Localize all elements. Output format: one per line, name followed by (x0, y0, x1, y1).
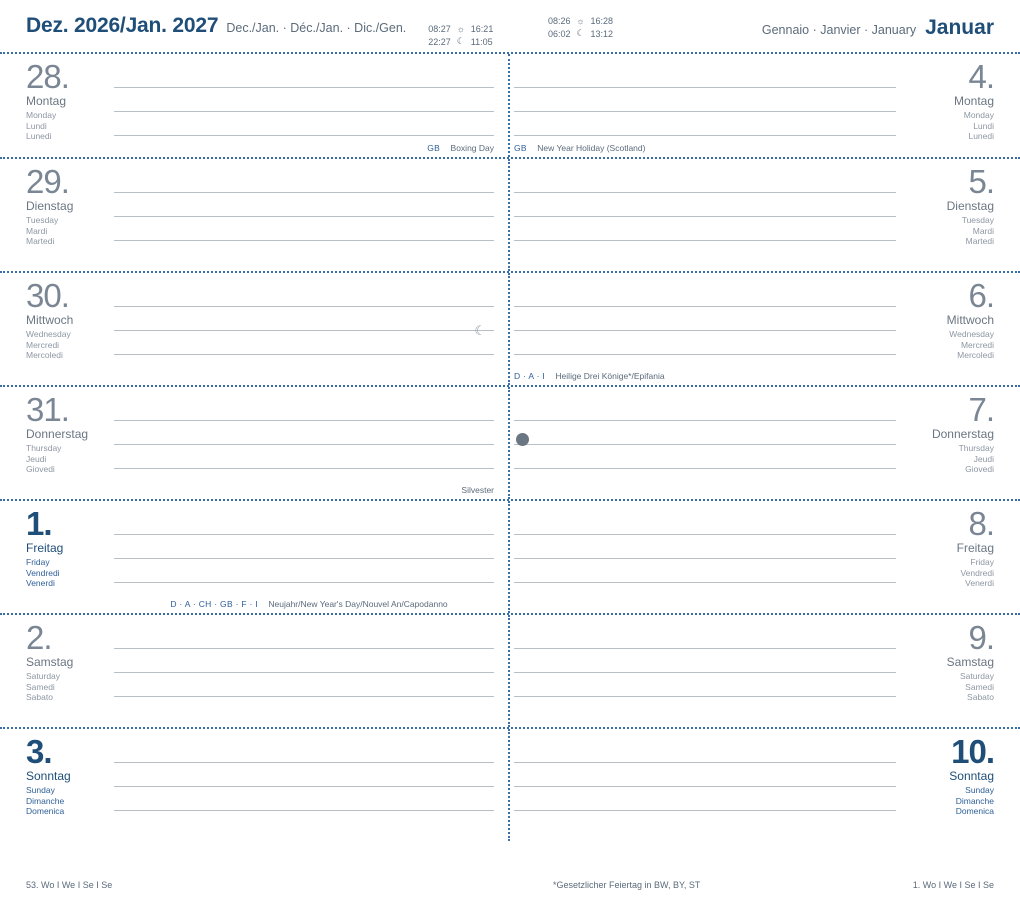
day-name-it: Domenica (955, 806, 994, 816)
day-name-translations (26, 329, 100, 361)
writing-line[interactable] (114, 64, 494, 88)
week-number-left: 53. Wo I We I Se I Se (26, 880, 113, 890)
right-sun-row (548, 16, 613, 26)
writing-line[interactable] (514, 217, 896, 241)
left-day-cell[interactable] (0, 501, 510, 613)
day-name-en: Saturday (959, 671, 994, 681)
sun-set-time: 16:28 (590, 16, 614, 26)
writing-line[interactable] (514, 169, 896, 193)
writing-line[interactable] (514, 649, 896, 673)
day-name-translations (26, 110, 100, 142)
sun-icon: ☼ (456, 24, 465, 34)
day-number: 28. (26, 58, 69, 95)
writing-area[interactable] (510, 615, 910, 727)
day-name-fr: Mercredi (26, 339, 60, 350)
header-right (762, 16, 994, 40)
day-name: Donnerstag (931, 427, 994, 441)
writing-line[interactable] (514, 397, 896, 421)
right-page-title: Januar (925, 16, 994, 39)
day-name-it: Lunedi (968, 131, 994, 141)
holiday-name: New Year Holiday (Scotland) (537, 143, 646, 153)
day-name-translations (920, 557, 994, 589)
writing-line[interactable] (114, 421, 494, 445)
writing-line[interactable] (114, 445, 494, 469)
moon-set-time: 11:05 (470, 36, 493, 47)
right-day-cell[interactable] (510, 54, 1020, 157)
writing-line[interactable] (114, 331, 494, 355)
day-number: 8. (968, 505, 994, 542)
day-label (0, 387, 110, 499)
day-name-translations (920, 443, 994, 475)
holiday-note (514, 371, 665, 381)
day-name: Mittwoch (26, 313, 74, 327)
day-name-en: Friday (970, 557, 994, 567)
writing-line[interactable] (514, 787, 896, 811)
writing-line[interactable] (514, 763, 896, 787)
day-name-translations (920, 329, 994, 361)
writing-line[interactable] (514, 559, 896, 583)
footnote: *Gesetzlicher Feiertag in BW, BY, ST (553, 880, 701, 890)
writing-line[interactable] (114, 193, 494, 217)
day-name-translations (26, 671, 100, 703)
day-name-it: Sabato (26, 692, 53, 702)
table-row (0, 54, 1020, 159)
writing-line[interactable] (514, 112, 896, 136)
writing-line[interactable] (514, 64, 896, 88)
left-day-cell[interactable] (0, 273, 510, 385)
writing-area[interactable] (110, 159, 508, 271)
day-name-it: Martedi (26, 236, 55, 246)
writing-area[interactable] (110, 729, 508, 841)
writing-area[interactable] (510, 501, 910, 613)
day-name-en: Wednesday (26, 329, 71, 339)
day-label (910, 615, 1020, 727)
day-name-fr: Samedi (26, 681, 55, 692)
writing-area[interactable] (110, 615, 508, 727)
day-name: Dienstag (26, 199, 74, 213)
writing-line[interactable] (514, 673, 896, 697)
day-name-fr: Vendredi (26, 567, 60, 578)
day-label (0, 729, 110, 841)
day-label (0, 54, 110, 157)
left-day-cell[interactable] (0, 615, 510, 727)
writing-line[interactable] (114, 649, 494, 673)
day-label (0, 273, 110, 385)
left-sun-moon-times (428, 24, 493, 47)
right-day-cell[interactable] (510, 615, 1020, 727)
sun-rise-time: 08:27 (428, 24, 451, 34)
day-name-fr: Vendredi (960, 567, 994, 578)
day-name-en: Thursday (958, 443, 994, 453)
day-name: Freitag (26, 541, 64, 555)
writing-line[interactable] (514, 88, 896, 112)
writing-line[interactable] (514, 307, 896, 331)
day-label (910, 729, 1020, 841)
writing-area[interactable] (110, 54, 508, 157)
writing-line[interactable] (514, 283, 896, 307)
right-page-subtitle: Gennaio · Janvier · January (761, 23, 917, 37)
right-moon-row (548, 28, 613, 39)
writing-line[interactable] (114, 673, 494, 697)
writing-line[interactable] (114, 217, 494, 241)
day-name-fr: Mardi (972, 225, 994, 236)
holiday-name: Boxing Day (450, 143, 494, 153)
writing-line[interactable] (514, 625, 896, 649)
writing-line[interactable] (114, 307, 494, 331)
left-moon-row (428, 36, 493, 47)
day-name-en: Monday (963, 110, 994, 120)
moon-set-time: 13:12 (590, 28, 614, 39)
day-name-translations (26, 443, 100, 475)
left-page-title: Dez. 2026/Jan. 2027 (26, 14, 219, 37)
writing-line[interactable] (514, 193, 896, 217)
holiday-name: Heilige Drei Könige*/Epifania (555, 371, 665, 381)
writing-area[interactable] (110, 387, 508, 499)
writing-line[interactable] (114, 283, 494, 307)
day-number: 31. (26, 391, 69, 428)
day-name-translations (920, 785, 994, 817)
holiday-country: GB (514, 143, 527, 153)
day-label (0, 501, 110, 613)
writing-area[interactable] (510, 159, 910, 271)
day-name-en: Wednesday (949, 329, 994, 339)
page-header (0, 0, 1020, 52)
day-name-translations (26, 215, 100, 247)
writing-line[interactable] (114, 169, 494, 193)
day-name-it: Venerdi (26, 578, 55, 588)
holiday-country: D · A · CH · GB · F · I (170, 599, 258, 609)
day-name: Freitag (956, 541, 994, 555)
day-label (910, 273, 1020, 385)
day-name-fr: Mardi (26, 225, 48, 236)
writing-area[interactable] (510, 54, 910, 157)
writing-line[interactable] (114, 535, 494, 559)
moon-rise-time: 22:27 (428, 36, 451, 47)
writing-line[interactable] (114, 739, 494, 763)
last-quarter-moon-icon: ☾ (474, 323, 486, 338)
holiday-country: GB (427, 143, 441, 153)
day-name: Dienstag (946, 199, 994, 213)
day-label (910, 501, 1020, 613)
right-day-cell[interactable] (510, 387, 1020, 499)
day-name-it: Mercoledi (957, 350, 994, 360)
writing-line[interactable] (114, 397, 494, 421)
right-day-cell[interactable] (510, 501, 1020, 613)
writing-area[interactable] (510, 273, 910, 385)
day-name: Samstag (26, 655, 74, 669)
day-number: 30. (26, 277, 69, 314)
holiday-note (427, 143, 494, 153)
day-number: 5. (968, 163, 994, 200)
holiday-country: D · A · I (514, 371, 546, 381)
day-label (910, 159, 1020, 271)
left-day-cell[interactable] (0, 729, 510, 841)
left-day-cell[interactable] (0, 54, 510, 157)
sun-icon: ☼ (576, 16, 585, 26)
left-day-cell[interactable] (0, 159, 510, 271)
writing-line[interactable] (114, 763, 494, 787)
table-row (0, 729, 1020, 841)
day-number: 6. (968, 277, 994, 314)
day-name-en: Tuesday (961, 215, 994, 225)
day-name-translations (26, 557, 100, 589)
table-row (0, 159, 1020, 273)
writing-line[interactable] (114, 625, 494, 649)
day-rows (0, 54, 1020, 841)
day-name-fr: Jeudi (973, 453, 994, 464)
day-name-translations (920, 215, 994, 247)
writing-line[interactable] (114, 112, 494, 136)
header-left (26, 14, 493, 47)
day-number: 1. (26, 505, 52, 542)
day-number: 7. (968, 391, 994, 428)
writing-line[interactable] (114, 511, 494, 535)
holiday-note (514, 143, 645, 153)
day-number: 29. (26, 163, 69, 200)
day-name: Sonntag (26, 769, 71, 783)
day-name-en: Friday (26, 557, 50, 567)
day-name-translations (920, 110, 994, 142)
moon-icon: ☾ (576, 28, 585, 38)
day-name-fr: Jeudi (26, 453, 47, 464)
day-name-it: Venerdi (965, 578, 994, 588)
day-name-fr: Samedi (965, 681, 994, 692)
day-number: 10. (951, 733, 994, 770)
day-name-it: Mercoledi (26, 350, 63, 360)
day-name-translations (26, 785, 100, 817)
writing-line[interactable] (114, 787, 494, 811)
day-name-en: Saturday (26, 671, 61, 681)
day-name-fr: Mercredi (960, 339, 994, 350)
right-day-cell[interactable] (510, 273, 1020, 385)
table-row (0, 501, 1020, 615)
writing-area[interactable] (510, 387, 910, 499)
day-label (910, 54, 1020, 157)
day-label (0, 159, 110, 271)
day-number: 9. (968, 619, 994, 656)
writing-line[interactable] (114, 559, 494, 583)
table-row (0, 615, 1020, 729)
day-name-en: Tuesday (26, 215, 59, 225)
day-number: 2. (26, 619, 52, 656)
day-name: Samstag (946, 655, 994, 669)
writing-line[interactable] (514, 331, 896, 355)
writing-area[interactable] (110, 501, 508, 613)
day-name-fr: Lundi (973, 120, 994, 131)
holiday-name: Neujahr/New Year's Day/Nouvel An/Capodanno (268, 599, 448, 609)
day-name: Montag (26, 94, 67, 108)
day-name-translations (920, 671, 994, 703)
writing-line[interactable] (514, 511, 896, 535)
holiday-note (170, 599, 447, 609)
day-name-it: Giovedi (26, 464, 55, 474)
day-name-it: Giovedi (965, 464, 994, 474)
day-name-it: Domenica (26, 806, 65, 816)
day-number: 4. (968, 58, 994, 95)
left-day-cell[interactable] (0, 387, 510, 499)
writing-area[interactable] (110, 273, 508, 385)
day-name: Mittwoch (946, 313, 994, 327)
day-name: Montag (953, 94, 994, 108)
day-name-en: Sunday (965, 785, 994, 795)
sun-rise-time: 08:26 (548, 16, 571, 26)
writing-line[interactable] (114, 88, 494, 112)
left-page-subtitle: Dec./Jan. · Déc./Jan. · Dic./Gen. (226, 21, 407, 35)
day-label (0, 615, 110, 727)
left-sun-row (428, 24, 493, 34)
holiday-note (453, 485, 494, 495)
table-row (0, 273, 1020, 387)
writing-line[interactable] (514, 739, 896, 763)
new-moon-icon (516, 433, 529, 446)
day-name: Sonntag (949, 769, 994, 783)
writing-line[interactable] (514, 535, 896, 559)
right-sun-moon-times (548, 16, 613, 39)
day-name: Donnerstag (26, 427, 89, 441)
writing-line[interactable] (514, 445, 896, 469)
day-name-fr: Dimanche (26, 795, 65, 806)
holiday-name: Silvester (461, 485, 494, 495)
day-name-it: Lunedi (26, 131, 52, 141)
day-name-it: Martedi (965, 236, 994, 246)
moon-rise-time: 06:02 (548, 28, 571, 39)
sun-set-time: 16:21 (470, 24, 494, 34)
day-name-en: Thursday (26, 443, 62, 453)
table-row (0, 387, 1020, 501)
writing-area[interactable] (510, 729, 910, 841)
page-footer (0, 872, 1020, 898)
day-label (910, 387, 1020, 499)
day-name-fr: Dimanche (955, 795, 994, 806)
right-day-cell[interactable] (510, 729, 1020, 841)
day-number: 3. (26, 733, 52, 770)
day-name-it: Sabato (967, 692, 994, 702)
writing-line[interactable] (514, 421, 896, 445)
moon-icon: ☾ (456, 36, 465, 46)
day-name-fr: Lundi (26, 120, 47, 131)
day-name-en: Monday (26, 110, 57, 120)
week-number-right: 1. Wo I We I Se I Se (912, 880, 994, 890)
day-name-en: Sunday (26, 785, 55, 795)
right-day-cell[interactable] (510, 159, 1020, 271)
